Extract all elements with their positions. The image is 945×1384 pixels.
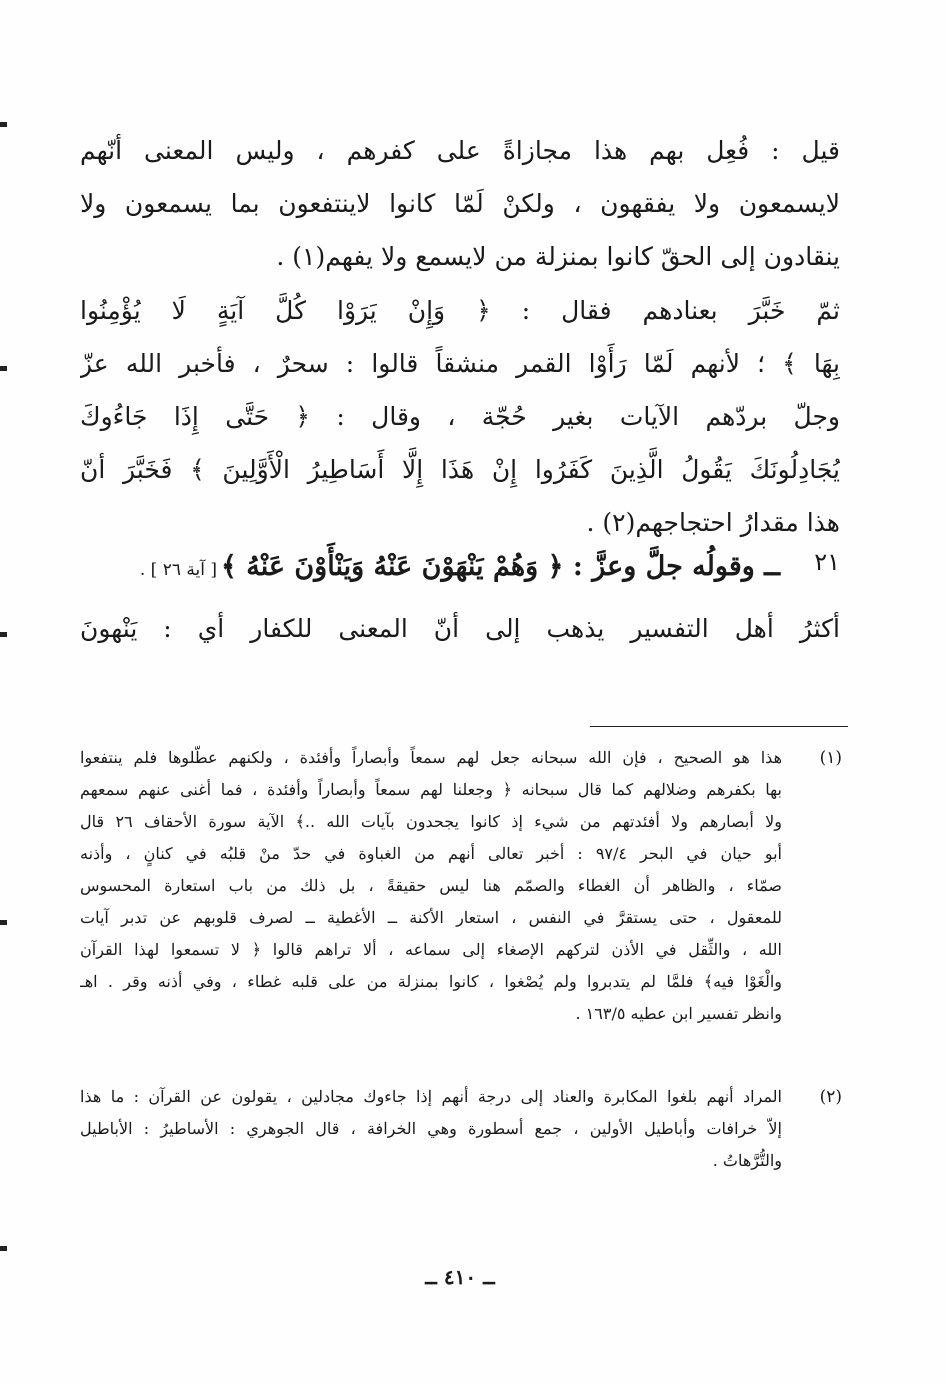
footnote-divider — [590, 726, 848, 727]
margin-mark — [0, 920, 7, 925]
margin-mark — [0, 632, 7, 637]
entry-number: ٢١ — [814, 548, 840, 576]
footnote-line: للمعقول ، حتى يستقرَّ في النفس ، استعار الأكنة ــ الأغطية ــ لصرف قلوبهم عن تدبر آيات — [80, 908, 782, 927]
text-line: بِهَا ﴾ ؛ لأنهم لَمّا رَأَوْا القمر منشقاً قالوا : سحرٌ ، فأخبر الله عزّ — [80, 349, 840, 378]
footnote-line: والْغَوْا فيه﴾ فلمَّا لم يتدبروا ولم يُصْغوا ، كانوا بمنزلة من على قلبه غطاء ، وفي أذنه وقر . اهـ — [80, 972, 782, 991]
footnote-line: والتُّرَّهاتُ . — [712, 1151, 782, 1170]
footnote-number: (٢) — [819, 1087, 842, 1107]
margin-mark — [0, 366, 7, 371]
text-line: يُجَادِلُونَكَ يَقُولُ الَّذِينَ كَفَرُوا إِنْ هَذَا إِلَّا أَسَاطِيرُ الْأَوَّلِينَ ﴾ فَخَبَّرَ أنّ — [80, 455, 840, 484]
text-line: قيل : فُعِل بهم هذا مجازاةً على كفرهم ، وليس المعنى أنّهم — [80, 136, 840, 165]
text-line: أكثرُ أهل التفسير يذهب إلى أنّ المعنى للكفار أي : يَنْهونَ — [80, 614, 840, 643]
verse-reference: [ آية ٢٦ ] . — [139, 560, 217, 580]
paragraph-1 — [80, 124, 840, 283]
margin-mark — [0, 1246, 7, 1251]
footnote-line: أبو حيان في البحر ٩٧/٤ : أخبر تعالى أنهم من الغباوة في حدّ منْ قلبُه في كنانٍ ، وأذنه — [80, 844, 782, 863]
text-line: ينقادون إلى الحقّ كانوا بمنزلة من لايسمع ولا يفهم(١) . — [276, 242, 840, 271]
entry-verse: ــ وقولُه جلَّ وعزَّ : ﴿ وَهُمْ يَنْهَوْنَ عَنْهُ وَيَنْأَوْنَ عَنْهُ ﴾ — [221, 551, 780, 582]
footnote-1 — [80, 742, 842, 1030]
footnote-line: صمّاء ، والظاهر أن الغطاء والصمّم هنا ليس حقيقةً ، بل ذلك من باب استعارة المحسوس — [80, 876, 782, 895]
footnote-number: (١) — [819, 748, 842, 768]
text-line: وجلّ بردّهم الآيات بغير حُجّة ، وقال : ﴿ حَتَّى إِذَا جَاءُوكَ — [80, 402, 840, 431]
footnote-line: هذا هو الصحيح ، فإن الله سبحانه جعل لهم سمعاً وأبصاراً وأفئدة ، ولكنهم عطّلوها فلم ينتفعوا — [80, 748, 782, 767]
verse-entry — [80, 538, 840, 596]
text-line: ثمّ خَبَّرَ بعنادهم فقال : ﴿ وَإِنْ يَرَوْا كُلَّ آيَةٍ لَا يُؤْمِنُوا — [80, 296, 840, 325]
page-number: ــ ٤١٠ ــ — [425, 1265, 495, 1289]
entry-heading — [140, 538, 780, 596]
footnote-2 — [80, 1081, 842, 1177]
footnote-line: الله ، والثِّقل في الأذن لتركهم الإصغاء إلى سماعه ، ألا تراهم قالوا ﴿ لا تسمعوا لهذا القرآن — [80, 940, 782, 959]
paragraph-3 — [80, 602, 840, 655]
text-line: لايسمعون ولا يفقهون ، ولكنْ لَمّا كانوا لاينتفعون بما يسمعون ولا — [80, 189, 840, 218]
text-line: هذا مقدارُ احتجاجهم(٢) . — [586, 508, 840, 537]
footnote-line: وانظر تفسير ابن عطيه ١٦٣/٥ . — [575, 1004, 782, 1023]
footnote-line: ولا أبصارهم ولا أفئدتهم من شيء إذ كانوا يجحدون بآيات الله ..﴾ الآية سورة الأحقاف ٢٦ قال — [80, 812, 782, 831]
footnote-line: إلاّ خرافات وأباطيل الأولين ، جمع أسطورة وهي الخرافة ، قال الجوهري : الأساطيرُ : الأباطيل — [80, 1119, 782, 1138]
paragraph-2 — [80, 284, 840, 549]
margin-mark — [0, 122, 7, 127]
footnote-line: بها بكفرهم وضلالهم كما قال سبحانه ﴿ وجعلنا لهم سمعاً وأبصاراً وأفئدة ، فما أغنى عنهم سمعهم — [80, 780, 782, 799]
footnote-line: المراد أنهم بلغوا المكابرة والعناد إلى درجة أنهم إذا جاءوك مجادلين ، يقولون عن القرآن : ما هذا — [80, 1087, 782, 1106]
